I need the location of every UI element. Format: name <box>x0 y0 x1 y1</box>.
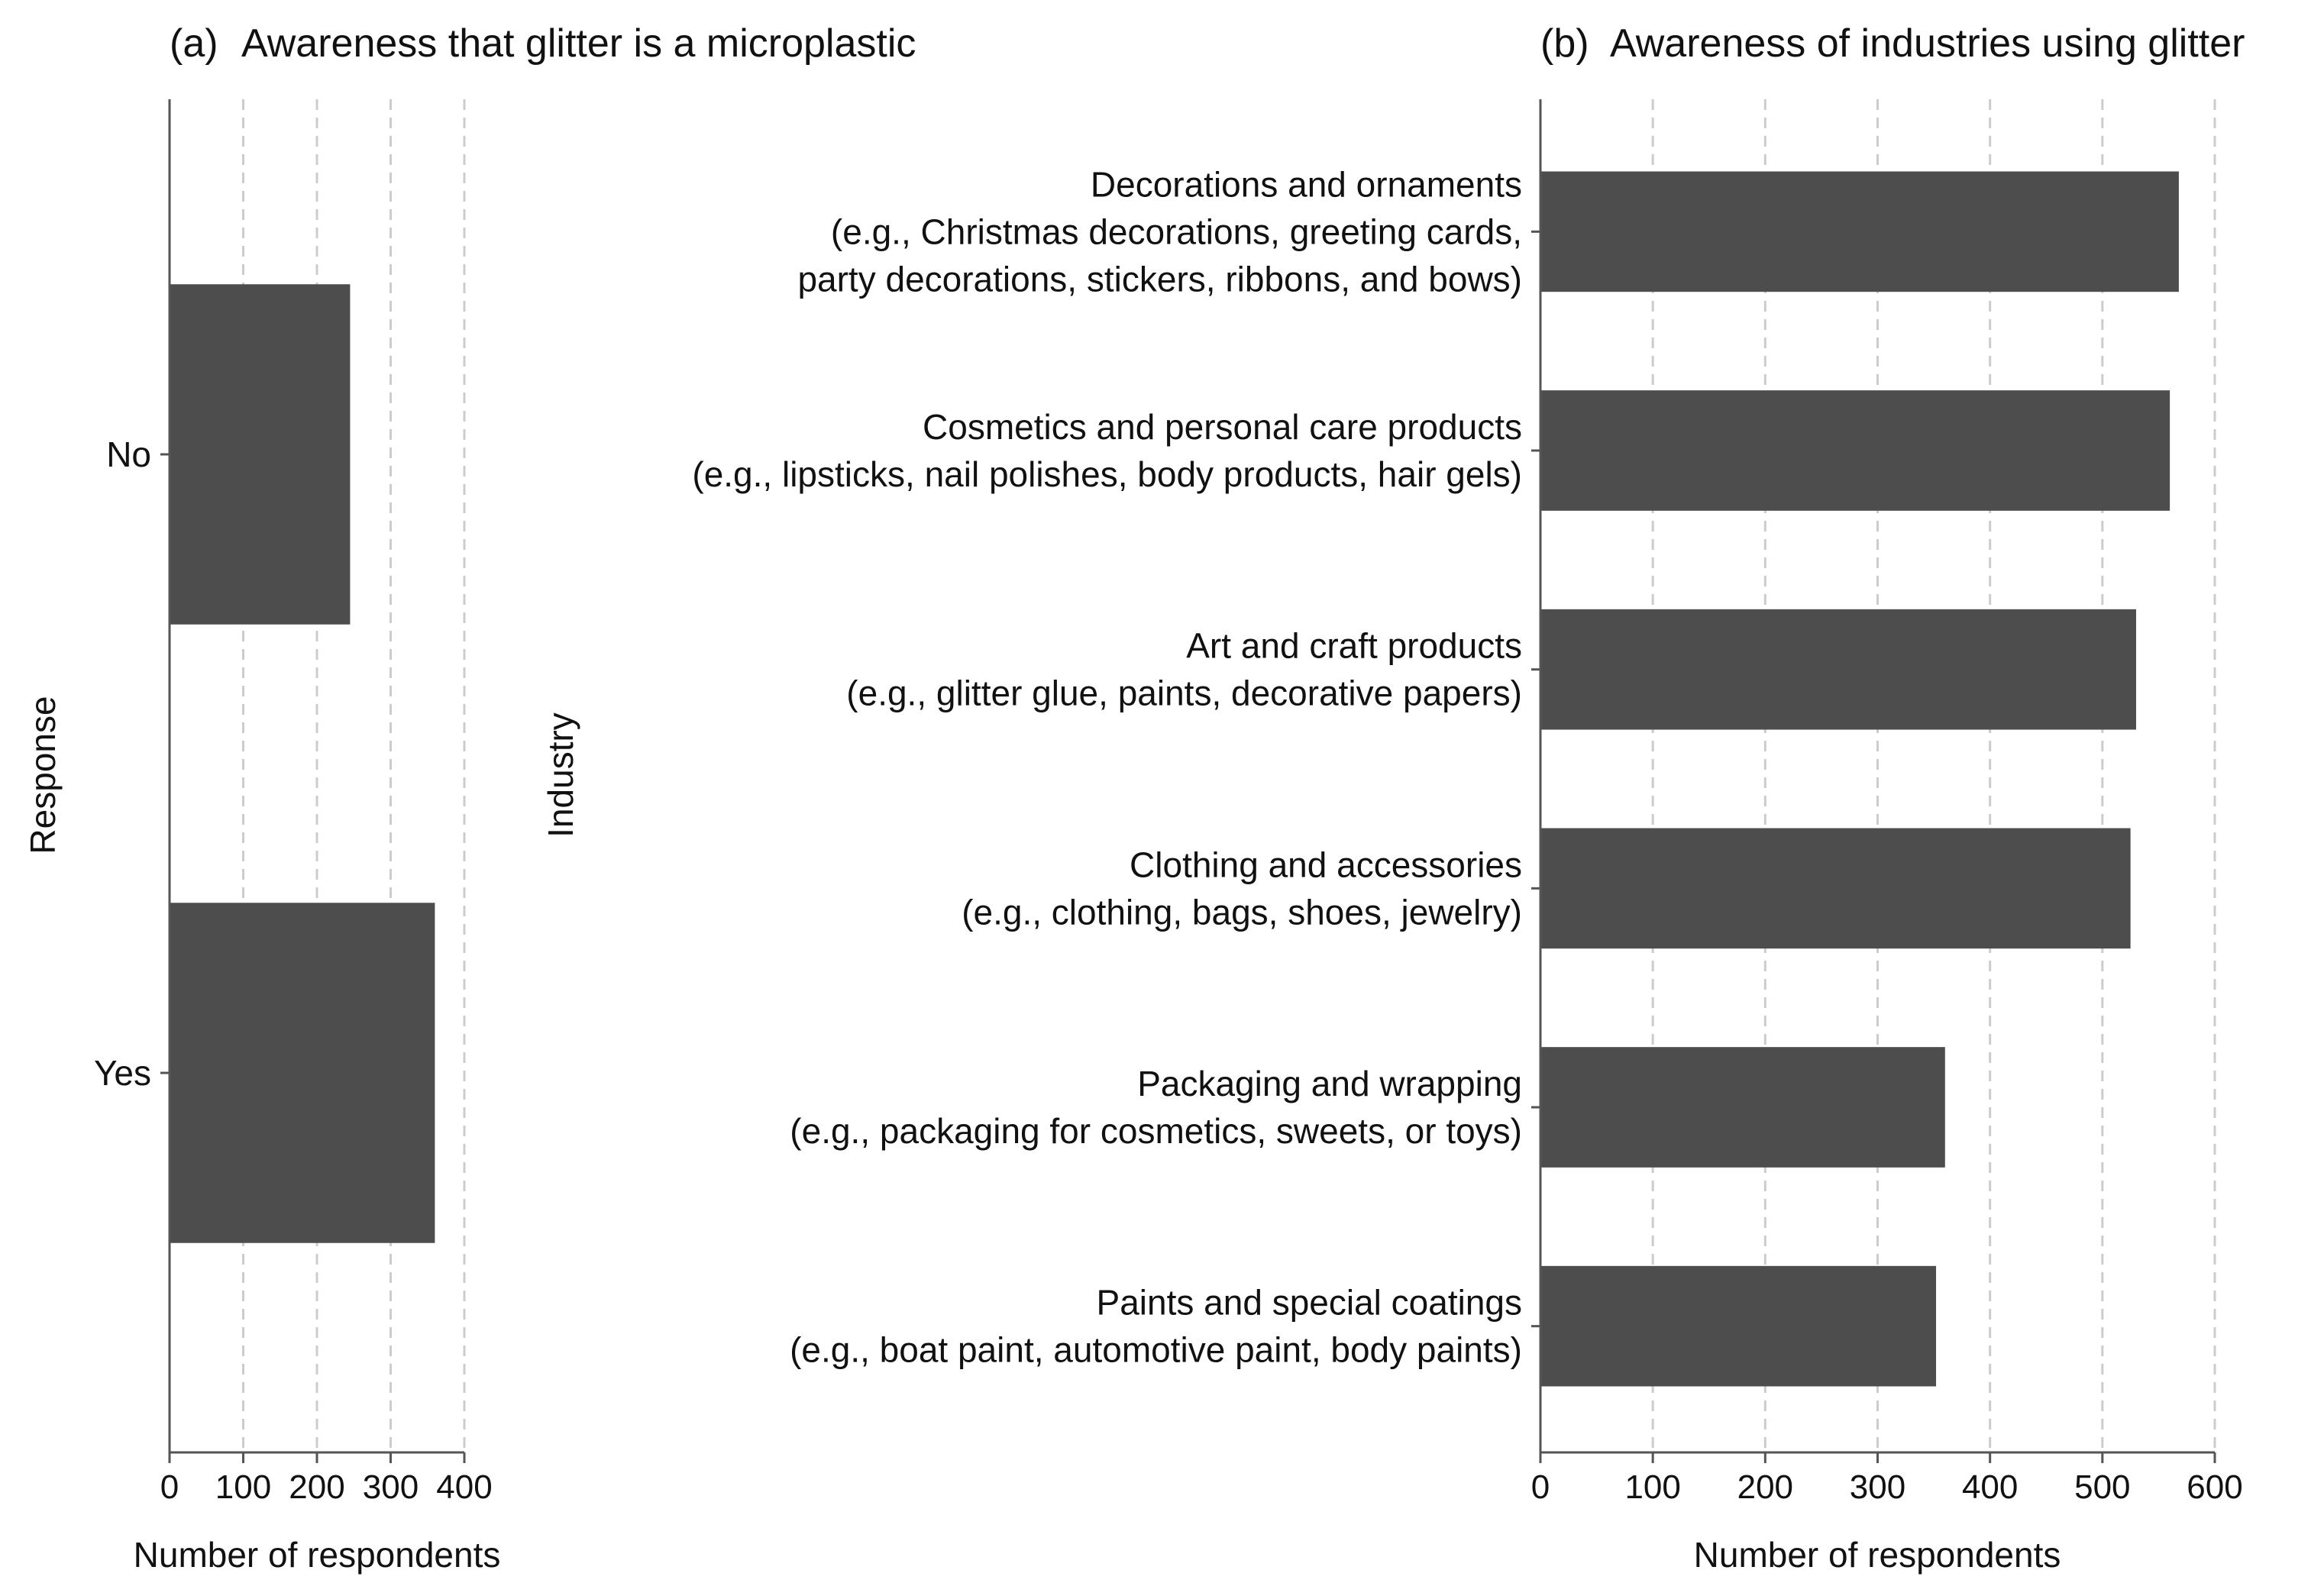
category-label <box>692 407 1522 494</box>
x-tick-label: 200 <box>289 1468 345 1506</box>
x-tick-label: 100 <box>1624 1468 1681 1506</box>
category-label <box>790 1064 1522 1151</box>
category-label-line: (e.g., Christmas decorations, greeting cards, <box>830 212 1522 252</box>
panel-a-awareness-microplastic <box>23 21 916 1575</box>
panel-letter: (a) <box>170 21 218 66</box>
x-tick-label: 0 <box>160 1468 179 1506</box>
x-tick-label: 300 <box>362 1468 419 1506</box>
category-label <box>846 626 1522 713</box>
bar <box>1540 1266 1936 1387</box>
category-label-line: Clothing and accessories <box>1130 845 1522 885</box>
x-axis-label: Number of respondents <box>133 1535 501 1575</box>
bar <box>1540 609 2136 730</box>
bar <box>1540 829 2131 949</box>
category-label-line: (e.g., boat paint, automotive paint, body paints) <box>790 1329 1522 1370</box>
category-label-line: Yes <box>93 1053 151 1093</box>
category-label-line: (e.g., lipsticks, nail polishes, body products, hair gels) <box>692 454 1522 494</box>
bar <box>170 903 435 1243</box>
bar <box>1540 172 2179 292</box>
category-label-line: Paints and special coatings <box>1096 1282 1522 1323</box>
x-tick-label: 400 <box>1961 1468 2019 1506</box>
x-axis-label: Number of respondents <box>1693 1535 2061 1575</box>
category-label-line: (e.g., clothing, bags, shoes, jewelry) <box>962 892 1522 932</box>
bar <box>170 284 350 625</box>
panel-letter: (b) <box>1540 21 1589 66</box>
category-label-line: Decorations and ornaments <box>1090 164 1522 205</box>
panel-b-industries-using-glitter <box>541 21 2245 1575</box>
y-axis-label: Industry <box>541 712 580 838</box>
x-tick-label: 400 <box>436 1468 493 1506</box>
category-label-line: Packaging and wrapping <box>1137 1064 1522 1103</box>
x-tick-label: 600 <box>2187 1468 2243 1506</box>
x-tick-label: 100 <box>215 1468 272 1506</box>
x-tick-label: 300 <box>1849 1468 1906 1506</box>
category-label <box>797 164 1522 299</box>
category-label-line: party decorations, stickers, ribbons, and bows) <box>797 259 1522 299</box>
category-label-line: Cosmetics and personal care products <box>923 407 1522 447</box>
category-label <box>962 845 1522 932</box>
category-label-line: (e.g., packaging for cosmetics, sweets, or toys) <box>790 1111 1522 1151</box>
x-tick-label: 0 <box>1530 1468 1550 1506</box>
bar <box>1540 1047 1945 1168</box>
y-axis-label: Response <box>23 696 63 854</box>
x-tick-label: 500 <box>2074 1468 2131 1506</box>
category-label <box>106 435 151 474</box>
panel-title: Awareness that glitter is a microplastic <box>241 21 916 66</box>
bar <box>1540 390 2170 511</box>
panel-title: Awareness of industries using glitter <box>1610 21 2245 66</box>
category-label-line: No <box>106 435 151 474</box>
x-tick-label: 200 <box>1737 1468 1794 1506</box>
category-label-line: Art and craft products <box>1186 625 1522 666</box>
category-label <box>790 1283 1522 1370</box>
category-label <box>94 1053 151 1093</box>
category-label-line: (e.g., glitter glue, paints, decorative papers) <box>846 673 1522 713</box>
